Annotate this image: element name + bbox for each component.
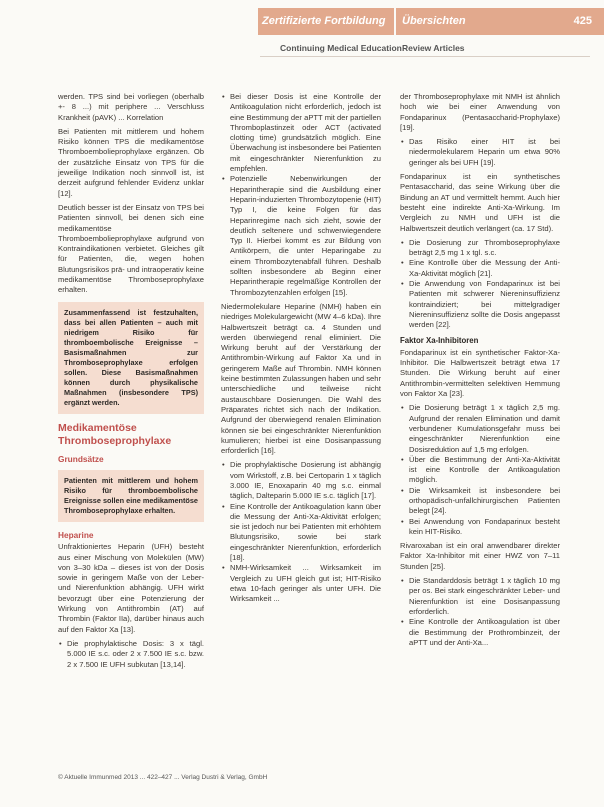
paragraph: der Thromboseprophylaxe mit NMH ist ähnlich hoch wie bei einer Anwendung von Fondaparinux (Pentasaccharid-Prophylaxe) [19]. xyxy=(400,92,560,132)
bullet-list xyxy=(58,639,204,670)
list-item: • Bei dieser Dosis ist eine Kontrolle der Antikoagulation nicht erforderlich, jedoch ist eine Bestimmung der aPTT mit der partiellen Thromboplastinzeit oder ACT (activated clotting time) grundsätzlich möglich. Eine Überwachung ist insbesondere bei Patienten mit eingeschränkter Nierenfunktion zu empfehlen. xyxy=(230,92,381,174)
paragraph: Fondaparinux ist ein synthetisches Pentasaccharid, das seine Wirkung über die Bindung an AT und vermittelt hemmt. Auch hier besteht eine indirekte Anti-Xa-Wirkung. Im Vergleich zu NMH und UFH ist die Halbwertszeit deutlich verlängert (ca. 17 Std). xyxy=(400,172,560,233)
list-item: • Die Anwendung von Fondaparinux ist bei Patienten mit schwerer Niereninsuffizienz kontraindiziert; bei mittelgradiger Niereninsuffizienz sollte die Dosis angepasst werden [22]. xyxy=(409,279,560,330)
column-2 xyxy=(221,92,381,609)
paragraph: werden. TPS sind bei vorliegen (oberhalb +- 8 ...) mit periphere ... Verschluss Krankheit (pAVK) ... Korrelation xyxy=(58,92,204,122)
list-item: • Die Wirksamkeit ist insbesondere bei orthopädisch-unfallchirurgischen Patienten belegt [24]. xyxy=(409,486,560,517)
list-item: • Die Standarddosis beträgt 1 x täglich 10 mg per os. Bei stark eingeschränkter Leber- und Nierenfunktion ist eine Dosisanpassung erforderlich. xyxy=(409,576,560,617)
recommendation-box: Patienten mit mittlerem und hohem Risiko für thromboembolische Ereignisse sollen eine medikamentöse Thromboseprophylaxe erhalten. xyxy=(58,470,204,522)
subsection-heading: Faktor Xa-Inhibitoren xyxy=(400,335,479,345)
list-item: • Die prophylaktische Dosis: 3 x tägl. 5.000 IE s.c. oder 2 x 7.500 IE s.c. bzw. 2 x 7.500 IE UFH subkutan [13,14]. xyxy=(67,639,204,670)
section-heading: Medikamentöse Thromboseprophylaxe xyxy=(58,421,172,447)
list-item: • Eine Kontrolle der Antikoagulation ist über die Bestimmung der Prothrombinzeit, der aPTT und der Anti-Xa... xyxy=(409,617,560,648)
list-item: • Potenzielle Nebenwirkungen der Heparintherapie sind die Ausbildung einer Heparin-induzierten Thrombozytopenie (HIT) Typ I, die keine Folgen für das Heparinregime nach sich zieht, sowie der deutlich seltenere und schwerwiegendere Typ II. Hierbei kommt es zur Bildung von Antikörpern, die unter Heparingabe zu einem Thrombozytenabfall führen. Deshalb sollten insbesondere ab Beginn einer Heparintherapie regelmäßige Kontrollen der Thrombozytenzahlen erfolgen [15]. xyxy=(230,174,381,298)
list-item: • Das Risiko einer HIT ist bei niedermolekularem Heparin um etwa 90% geringer als bei UFH [19]. xyxy=(409,137,560,168)
list-item: • Die prophylaktische Dosierung ist abhängig vom Wirkstoff, z.B. bei Certoparin 1 x täglich 3.000 IE, Enoxaparin 40 mg s.c. einmal täglich, Dalteparin 5.000 IE s.c. täglich [17]. xyxy=(230,460,381,501)
section-title-left: Zertifizierte Fortbildung xyxy=(262,15,386,27)
page-header xyxy=(0,8,604,35)
subsection-heading: Grundsätze xyxy=(58,453,104,464)
paragraph: Bei Patienten mit mittlerem und hohem Risiko können TPS die medikamentöse Thromboembolieprophylaxe ergänzen. Ob der zusätzliche Einsatz von TPS für die jeweilige Indikation noch sinnvoll ist, ist derzeit aufgrund fehlender Evidenz unklar [12]. xyxy=(58,126,204,198)
section-banner-right xyxy=(396,8,604,35)
list-item: • Bei Anwendung von Fondaparinux besteht kein HIT-Risiko. xyxy=(409,517,560,538)
section-title-right: Übersichten xyxy=(402,15,466,27)
list-item: • Die Dosierung beträgt 1 x täglich 2,5 mg. Aufgrund der renalen Elimination und damit verbundener Kumulationsgefahr muss bei eingeschränkter Nierenfunktion eine Dosisreduktion auf 1,5 mg erfolgen. xyxy=(409,403,560,454)
bullet-list xyxy=(400,238,560,331)
sub-header-left: Continuing Medical Education xyxy=(280,43,402,53)
bullet-list xyxy=(221,460,381,604)
header-divider xyxy=(260,56,590,57)
list-item: • Eine Kontrolle der Antikoagulation kann über die Messung der Anti-Xa-Aktivität erfolgen; sie ist jedoch nur bei Patienten mit erhöhtem Blutungsrisiko, sowie bei stark eingeschränkter Nierenfunktion, erforderlich [18]. xyxy=(230,502,381,564)
paragraph: Niedermolekulare Heparine (NMH) haben ein niedriges Molekulargewicht (MW 4–6 kDa). Ihre Halbwertszeit beträgt ca. 4 Stunden und werden überwiegend renal eliminiert. Die Wirkung beruht auf der Verstärkung der Antithrombin-Wirkung auf Faktor Xa und in geringerem Maße auf Thrombin. NMH können keine bestimmten Zulassungen haben und sehr unterschiedliche und teilweise nicht austauschbare Dosierungen. Die Wahl des Präparates richtet sich nach der Indikation. Aufgrund der überwiegend renalen Elimination können sie bei eingeschränkter Nierenfunktion kumulieren; hierbei ist eine Dosisanpassung erforderlich [16]. xyxy=(221,301,381,456)
summary-box: Zusammenfassend ist festzuhalten, dass bei allen Patienten – auch mit niedrigem Risiko für thromboembolische Ereignisse – Basismaßnahmen zur Thromboseprophylaxe erfolgen sollen. Diese Basismaßnahmen können durch physikalische Maßnahmen (insbesondere TPS) ergänzt werden. xyxy=(58,302,204,414)
paragraph: Fondaparinux ist ein synthetischer Faktor-Xa-Inhibitor. Die Halbwertszeit beträgt etwa 17 Stunden. Die Wirkung beruht auf einer Antithrombin-vermittelten selektiven Hemmung von Faktor Xa [23]. xyxy=(400,347,560,399)
paragraph: Unfraktioniertes Heparin (UFH) besteht aus einer Mischung von Molekülen (MW) von 3–30 kDa – dieses ist von der Dosis sowie in geringem Maße von der Leber- und Nierenfunktion abhängig. UFH wirkt bevorzugt über eine Potenzierung der Wirkung von Antithrombin (AT) auf Thrombin (Faktor IIa), darüber hinaus auch auf den Faktor Xa [13]. xyxy=(58,542,204,634)
list-item: • NMH-Wirksamkeit ... Wirksamkeit im Vergleich zu UFH gleich gut ist; HIT-Risiko etwa 10-fach geringer als unter UFH. Die Wirksamkeit ... xyxy=(230,563,381,604)
subsection-heading: Heparine xyxy=(58,529,94,540)
bullet-list xyxy=(221,92,381,298)
bullet-list xyxy=(400,403,560,537)
paragraph: Deutlich besser ist der Einsatz von TPS bei Patienten sinnvoll, bei denen sich eine medikamentöse Thromboembolieprophylaxe aufgrund von Kontraindikationen verbietet. Gleiches gilt für Patienten, die, wegen hohen Blutungsrisikos prä- und intraoperativ keine medikamentöse Thromboseprophylaxe erhalten. xyxy=(58,202,204,295)
paragraph: Rivaroxaban ist ein oral anwendbarer direkter Faktor Xa-Inhibitor mit einer HWZ von 7–11 Stunden [25]. xyxy=(400,541,560,571)
list-item: • Über die Bestimmung der Anti-Xa-Aktivität ist eine Kontrolle der Antikoagulation möglich. xyxy=(409,455,560,486)
list-item: • Eine Kontrolle über die Messung der Anti-Xa-Aktivität möglich [21]. xyxy=(409,258,560,279)
bullet-list xyxy=(400,137,560,168)
bullet-list xyxy=(400,576,560,648)
page-number: 425 xyxy=(573,15,592,27)
list-item: • Die Dosierung zur Thromboseprophylaxe beträgt 2,5 mg 1 x tgl. s.c. xyxy=(409,238,560,259)
column-1 xyxy=(58,92,204,674)
column-3 xyxy=(400,92,560,652)
sub-header-right: Review Articles xyxy=(402,43,465,53)
page-footer: © Aktuelle Immunmed 2013 ... 422–427 ... Verlag Dustri & Verlag, GmbH xyxy=(58,774,268,781)
section-banner-left xyxy=(258,8,394,35)
